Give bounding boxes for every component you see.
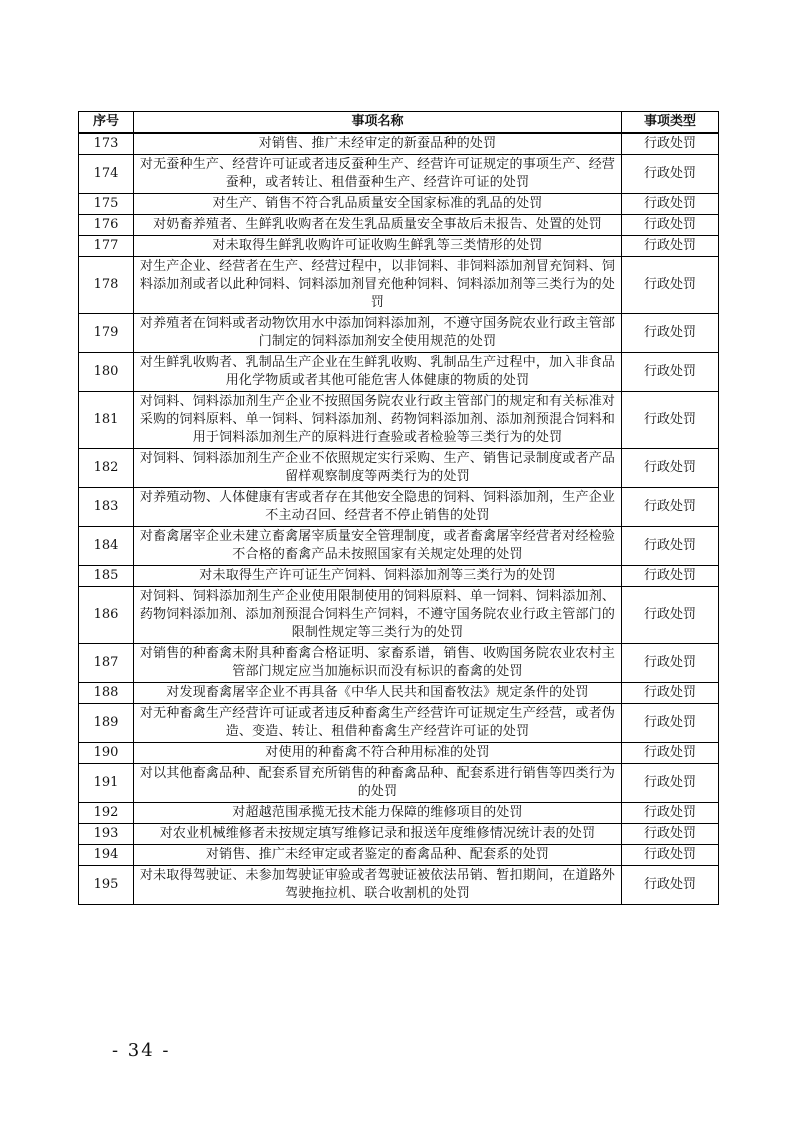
row-type: 行政处罚 (622, 644, 719, 683)
row-type: 行政处罚 (622, 764, 719, 803)
table-row (79, 314, 719, 353)
row-type: 行政处罚 (622, 488, 719, 527)
row-name: 对养殖者在饲料或者动物饮用水中添加饲料添加剂，不遵守国务院农业行政主管部门制定的饲料添加剂安全使用规范的处罚 (134, 314, 622, 353)
row-name: 对饲料、饲料添加剂生产企业使用限制使用的饲料原料、单一饲料、饲料添加剂、药物饲料添加剂、添加剂预混合饲料生产饲料，不遵守国务院农业行政主管部门的限制性规定等三类行为的处罚 (134, 587, 622, 644)
header-name: 事项名称 (134, 112, 622, 134)
table-row (79, 353, 719, 392)
row-seq: 178 (79, 257, 134, 314)
table-row (79, 743, 719, 764)
row-type: 行政处罚 (622, 845, 719, 866)
row-seq: 187 (79, 644, 134, 683)
row-name: 对未取得驾驶证、未参加驾驶证审验或者驾驶证被依法吊销、暂扣期间，在道路外驾驶拖拉机、联合收割机的处罚 (134, 866, 622, 905)
row-name: 对饲料、饲料添加剂生产企业不依照规定实行采购、生产、销售记录制度或者产品留样观察制度等两类行为的处罚 (134, 449, 622, 488)
row-type: 行政处罚 (622, 353, 719, 392)
header-seq: 序号 (79, 112, 134, 134)
row-seq: 183 (79, 488, 134, 527)
row-seq: 189 (79, 704, 134, 743)
table-row (79, 704, 719, 743)
row-name: 对饲料、饲料添加剂生产企业不按照国务院农业行政主管部门的规定和有关标准对采购的饲料原料、单一饲料、饲料添加剂、药物饲料添加剂、添加剂预混合饲料和用于饲料添加剂生产的原料进行查验或者检验等三类行为的处罚 (134, 392, 622, 449)
header-type: 事项类型 (622, 112, 719, 134)
row-seq: 180 (79, 353, 134, 392)
row-seq: 190 (79, 743, 134, 764)
table-row (79, 527, 719, 566)
row-type: 行政处罚 (622, 704, 719, 743)
row-name: 对销售的种畜禽未附具种畜禽合格证明、家畜系谱，销售、收购国务院农业农村主管部门规定应当加施标识而没有标识的畜禽的处罚 (134, 644, 622, 683)
table-row (79, 566, 719, 587)
row-seq: 192 (79, 803, 134, 824)
row-name: 对养殖动物、人体健康有害或者存在其他安全隐患的饲料、饲料添加剂，生产企业不主动召回、经营者不停止销售的处罚 (134, 488, 622, 527)
table-header-row (79, 112, 719, 134)
row-type: 行政处罚 (622, 194, 719, 215)
table-row (79, 392, 719, 449)
row-type: 行政处罚 (622, 803, 719, 824)
row-name: 对农业机械维修者未按规定填写维修记录和报送年度维修情况统计表的处罚 (134, 824, 622, 845)
table-row (79, 236, 719, 257)
row-seq: 188 (79, 683, 134, 704)
row-seq: 177 (79, 236, 134, 257)
table-row (79, 194, 719, 215)
table-row (79, 587, 719, 644)
table-row (79, 488, 719, 527)
row-name: 对生鲜乳收购者、乳制品生产企业在生鲜乳收购、乳制品生产过程中，加入非食品用化学物质或者其他可能危害人体健康的物质的处罚 (134, 353, 622, 392)
row-seq: 176 (79, 215, 134, 236)
row-type: 行政处罚 (622, 866, 719, 905)
row-name: 对未取得生产许可证生产饲料、饲料添加剂等三类行为的处罚 (134, 566, 622, 587)
row-seq: 181 (79, 392, 134, 449)
row-type: 行政处罚 (622, 743, 719, 764)
table-row (79, 257, 719, 314)
row-type: 行政处罚 (622, 683, 719, 704)
row-type: 行政处罚 (622, 236, 719, 257)
row-type: 行政处罚 (622, 257, 719, 314)
row-type: 行政处罚 (622, 155, 719, 194)
row-type: 行政处罚 (622, 392, 719, 449)
row-name: 对无种畜禽生产经营许可证或者违反种畜禽生产经营许可证规定生产经营，或者伪造、变造、转让、租借种畜禽生产经营许可证的处罚 (134, 704, 622, 743)
row-seq: 186 (79, 587, 134, 644)
row-seq: 175 (79, 194, 134, 215)
table-row (79, 683, 719, 704)
row-seq: 184 (79, 527, 134, 566)
table-row (79, 133, 719, 155)
row-name: 对生产企业、经营者在生产、经营过程中，以非饲料、非饲料添加剂冒充饲料、饲料添加剂或者以此种饲料、饲料添加剂冒充他种饲料、饲料添加剂等三类行为的处罚 (134, 257, 622, 314)
row-name: 对奶畜养殖者、生鲜乳收购者在发生乳品质量安全事故后未报告、处置的处罚 (134, 215, 622, 236)
table-row (79, 155, 719, 194)
row-seq: 182 (79, 449, 134, 488)
table-body (79, 133, 719, 905)
row-name: 对使用的种畜禽不符合种用标准的处罚 (134, 743, 622, 764)
row-seq: 179 (79, 314, 134, 353)
table-row (79, 866, 719, 905)
row-seq: 191 (79, 764, 134, 803)
row-seq: 173 (79, 133, 134, 155)
row-name: 对无蚕种生产、经营许可证或者违反蚕种生产、经营许可证规定的事项生产、经营蚕种，或者转让、租借蚕种生产、经营许可证的处罚 (134, 155, 622, 194)
row-type: 行政处罚 (622, 215, 719, 236)
row-seq: 193 (79, 824, 134, 845)
row-type: 行政处罚 (622, 527, 719, 566)
row-seq: 185 (79, 566, 134, 587)
table-row (79, 449, 719, 488)
row-name: 对以其他畜禽品种、配套系冒充所销售的种畜禽品种、配套系进行销售等四类行为的处罚 (134, 764, 622, 803)
row-type: 行政处罚 (622, 314, 719, 353)
table-row (79, 824, 719, 845)
row-name: 对生产、销售不符合乳品质量安全国家标准的乳品的处罚 (134, 194, 622, 215)
row-name: 对销售、推广未经审定的新蚕品种的处罚 (134, 133, 622, 155)
row-type: 行政处罚 (622, 449, 719, 488)
row-name: 对畜禽屠宰企业未建立畜禽屠宰质量安全管理制度，或者畜禽屠宰经营者对经检验不合格的畜禽产品未按照国家有关规定处理的处罚 (134, 527, 622, 566)
row-type: 行政处罚 (622, 133, 719, 155)
row-name: 对发现畜禽屠宰企业不再具备《中华人民共和国畜牧法》规定条件的处罚 (134, 683, 622, 704)
row-seq: 174 (79, 155, 134, 194)
table-row (79, 845, 719, 866)
row-seq: 195 (79, 866, 134, 905)
table-row (79, 215, 719, 236)
row-type: 行政处罚 (622, 566, 719, 587)
table-row (79, 644, 719, 683)
row-seq: 194 (79, 845, 134, 866)
row-name: 对未取得生鲜乳收购许可证收购生鲜乳等三类情形的处罚 (134, 236, 622, 257)
row-type: 行政处罚 (622, 824, 719, 845)
table-row (79, 764, 719, 803)
page-number: - 34 - (112, 1040, 171, 1061)
row-name: 对超越范围承揽无技术能力保障的维修项目的处罚 (134, 803, 622, 824)
row-type: 行政处罚 (622, 587, 719, 644)
items-table (78, 111, 719, 905)
table-row (79, 803, 719, 824)
row-name: 对销售、推广未经审定或者鉴定的畜禽品种、配套系的处罚 (134, 845, 622, 866)
